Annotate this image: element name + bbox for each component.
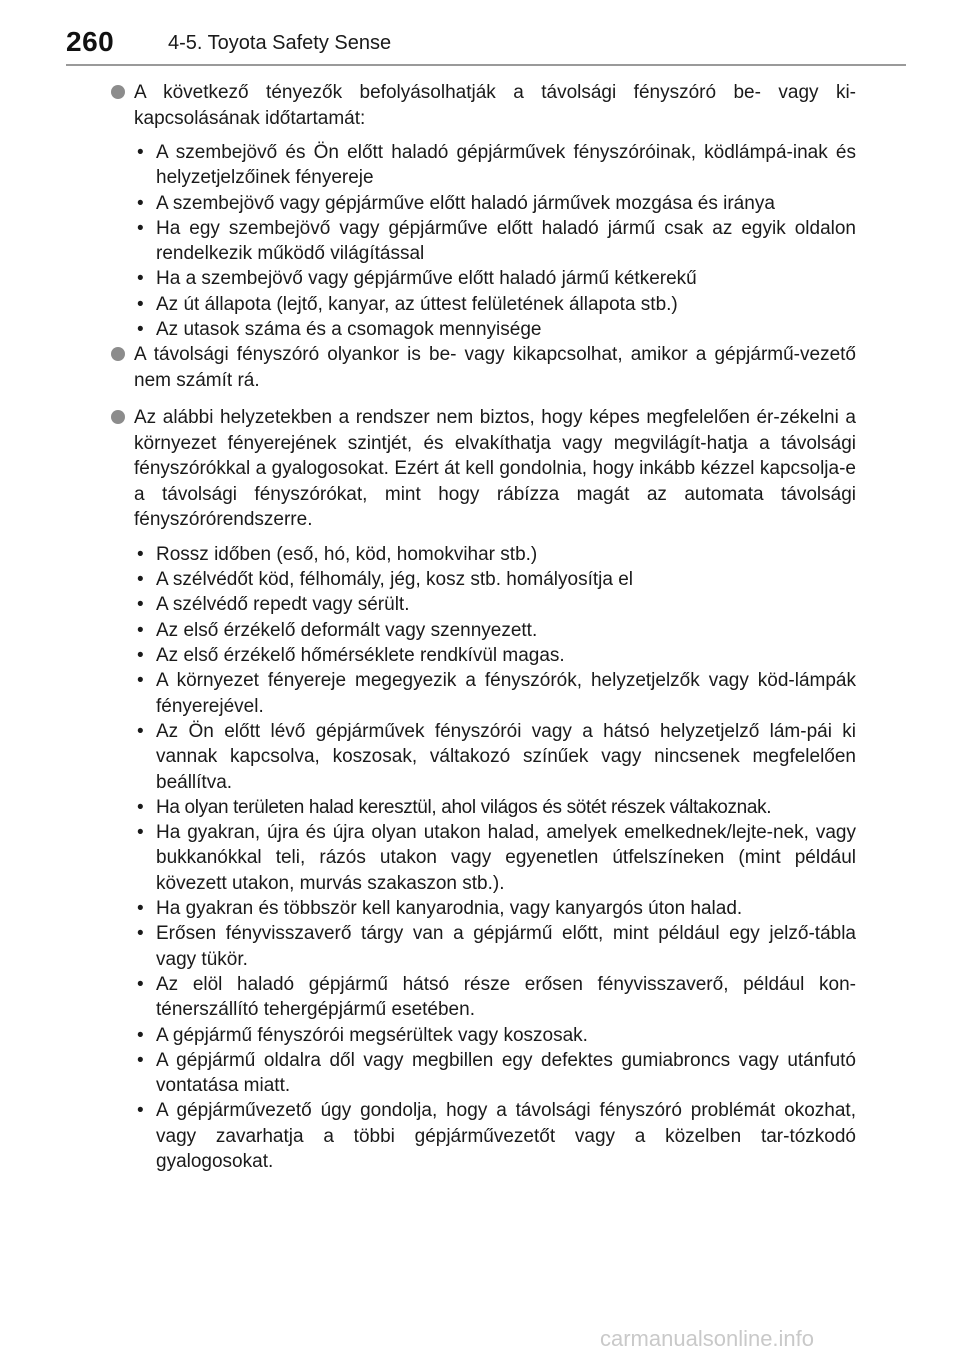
list-item: • Az út állapota (lejtő, kanyar, az úttest felületének állapota stb.) [137,293,678,315]
bullet-list-detection-limits [110,542,856,1174]
section-title: 4-5. Toyota Safety Sense [168,32,392,54]
list-item: • A környezet fényereje megegyezik a fényszórók, helyzetjelzők vagy köd-lámpák fényerejével. [137,670,856,717]
page-number: 260 [66,26,115,57]
list-item: • Az Ön előtt lévő gépjárművek fényszórói vagy a hátsó helyzetjelző lám-pái ki vannak kapcsolva, koszosak, váltakozó színűek vagy nincsenek megfelelően beállítva. [137,720,856,793]
list-item: • Az első érzékelő hőmérséklete rendkívül magas. [137,645,565,667]
list-item: • A gépjármű fényszórói megsérültek vagy koszosak. [137,1024,588,1046]
bullet-circle-icon [111,85,125,99]
list-item: • Erősen fényvisszaverő tárgy van a gépjármű előtt, mint például egy jelző-tábla vagy tükör. [137,923,856,970]
paragraph-text: Az alábbi helyzetekben a rendszer nem biztos, hogy képes megfelelően ér-zékelni a környezet fényerejének szintjét, és elvakíthatja vagy megvilágít-hatja a távolsági fényszórókkal a gyalogosokat. Ezért át kell gondolnia, hogy inkább kézzel kapcsolja-e a távolsági fényszórókat, mint hogy rábízza magát az automata távolsági fényszórórendszerre. [134,407,856,531]
list-item: • Ha gyakran és többször kell kanyarodnia, vagy kanyargós úton halad. [137,898,743,920]
watermark-link[interactable]: carmanualsonline.info [600,1326,815,1351]
bullet-list-timing-factors [110,140,856,342]
paragraph-detection-limits [110,405,856,533]
paragraph-text: A távolsági fényszóró olyankor is be- vagy kikapcsolhat, amikor a gépjármű-vezető nem számít rá. [134,344,856,391]
list-item: • Az első érzékelő deformált vagy szennyezett. [137,619,538,641]
bullet-circle-icon [111,410,125,424]
page-content [110,80,856,1174]
list-item: • A gépjárművezető úgy gondolja, hogy a távolsági fényszóró problémát okozhat, vagy zavarhatja a többi gépjárművezetőt vagy a közelben tar-tózkodó gyalogosokat. [137,1100,856,1172]
list-item: • A szélvédő repedt vagy sérült. [137,594,410,616]
list-item: • Ha egy szembejövő vagy gépjárműve előtt haladó jármű csak az egyik oldalon rendelkezik működő világítással [137,217,856,265]
paragraph-timing-factors [110,80,856,131]
list-item: • Rossz időben (eső, hó, köd, homokvihar stb.) [137,543,538,565]
list-item: • A szembejövő vagy gépjárműve előtt haladó járművek mozgása és iránya [137,192,775,214]
list-item: • Ha a szembejövő vagy gépjárműve előtt haladó jármű kétkerekű [137,268,697,290]
page-header [66,22,906,66]
list-item: • Az utasok száma és a csomagok mennyisége [137,319,542,341]
list-item: • Az elöl haladó gépjármű hátsó része erősen fényvisszaverő, például kon-ténerszállító tehergépjármű esetében. [137,973,856,1021]
paragraph-unexpected-switching [110,342,856,393]
list-item: • A szélvédőt köd, félhomály, jég, kosz stb. homályosítja el [137,569,633,591]
list-item: • A szembejövő és Ön előtt haladó gépjárművek fényszóróinak, ködlámpá-inak és helyzetjelzőinek fényereje [137,142,856,189]
bullet-circle-icon [111,347,125,361]
list-item: • A gépjármű oldalra dől vagy megbillen egy defektes gumiabroncs vagy utánfutó vontatása miatt. [137,1049,856,1097]
paragraph-text: A következő tényezők befolyásolhatják a távolsági fényszóró be- vagy ki-kapcsolásának időtartamát: [134,82,856,129]
header-divider [66,64,906,66]
list-item: • Ha gyakran, újra és újra olyan utakon halad, amelyek emelkednek/lejte-nek, vagy bukkanókkal teli, rázós utakon vagy egyenetlen útfelszíneken (mint például kövezett utakon, murvás szakaszon stb.). [137,822,856,894]
list-item: • Ha olyan területen halad keresztül, ahol világos és sötét részek váltakoznak. [137,796,772,818]
